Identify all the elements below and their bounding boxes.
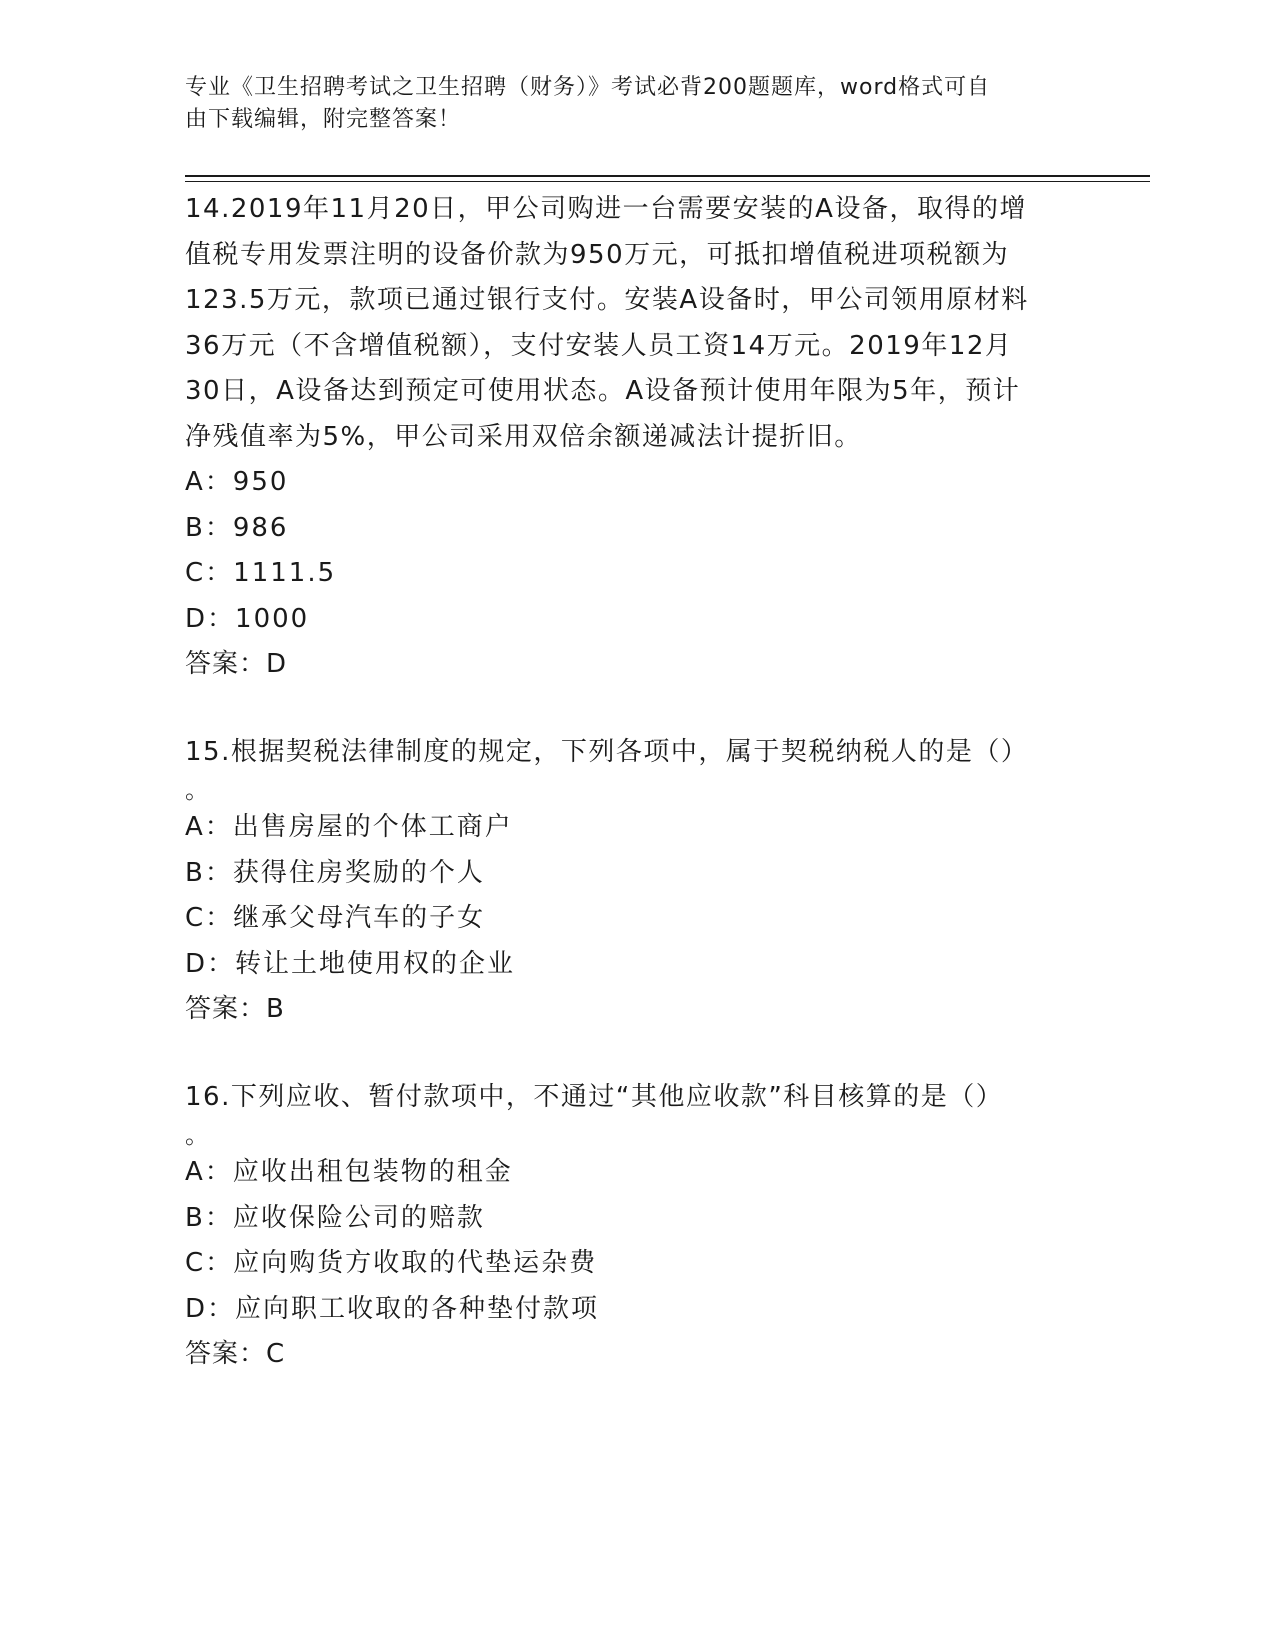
option-c: C：应向购货方收取的代垫运杂费 — [185, 1248, 598, 1278]
question-stem-tail: 。 — [185, 776, 209, 804]
answer-line: 答案：B — [185, 994, 285, 1024]
option-d: D：转让土地使用权的企业 — [185, 948, 516, 979]
option-c: C：1111.5 — [185, 558, 337, 588]
question-14 — [185, 187, 1085, 688]
question-stem-line: 净残值率为5%，甲公司采用双倍余额递减法计提折旧。 — [185, 421, 862, 452]
question-stem-line: 30日，A设备达到预定可使用状态。A设备预计使用年限为5年，预计 — [185, 376, 1021, 406]
header-divider-thin — [185, 181, 1150, 182]
question-stem-tail: 。 — [185, 1121, 209, 1149]
header-line-2: 由下载编辑，附完整答案！ — [185, 107, 462, 132]
question-stem-line: 14.2019年11月20日，甲公司购进一台需要安装的A设备，取得的增 — [185, 194, 1027, 224]
answer-line: 答案：C — [185, 1339, 286, 1369]
question-spacer — [185, 688, 1085, 730]
question-stem-line: 15.根据契税法律制度的规定，下列各项中，属于契税纳税人的是（） — [185, 736, 1029, 767]
option-d: D：1000 — [185, 603, 310, 634]
option-a: A：应收出租包装物的租金 — [185, 1157, 513, 1187]
answer-line: 答案：D — [185, 649, 288, 679]
document-header — [185, 72, 1065, 136]
header-divider-thick — [185, 175, 1150, 177]
option-a: A：出售房屋的个体工商户 — [185, 812, 513, 842]
question-stem-line: 值税专用发票注明的设备价款为950万元，可抵扣增值税进项税额为 — [185, 239, 1010, 270]
question-spacer — [185, 1033, 1085, 1075]
option-a: A：950 — [185, 467, 289, 497]
question-stem-line: 16.下列应收、暂付款项中，不通过“其他应收款”科目核算的是（） — [185, 1081, 1004, 1112]
option-d: D：应向职工收取的各种垫付款项 — [185, 1293, 600, 1324]
question-stem-line: 123.5万元，款项已通过银行支付。安装A设备时，甲公司领用原材料 — [185, 285, 1029, 315]
question-16 — [185, 1075, 1085, 1378]
question-stem-line: 36万元（不含增值税额），支付安装人员工资14万元。2019年12月 — [185, 330, 1013, 361]
question-15 — [185, 730, 1085, 1033]
header-line-1: 专业《卫生招聘考试之卫生招聘（财务）》考试必背200题题库，word格式可自 — [185, 75, 991, 100]
option-b: B：986 — [185, 512, 289, 543]
question-list — [185, 187, 1085, 1378]
option-b: B：获得住房奖励的个人 — [185, 857, 485, 888]
option-b: B：应收保险公司的赔款 — [185, 1202, 485, 1233]
option-c: C：继承父母汽车的子女 — [185, 903, 486, 933]
